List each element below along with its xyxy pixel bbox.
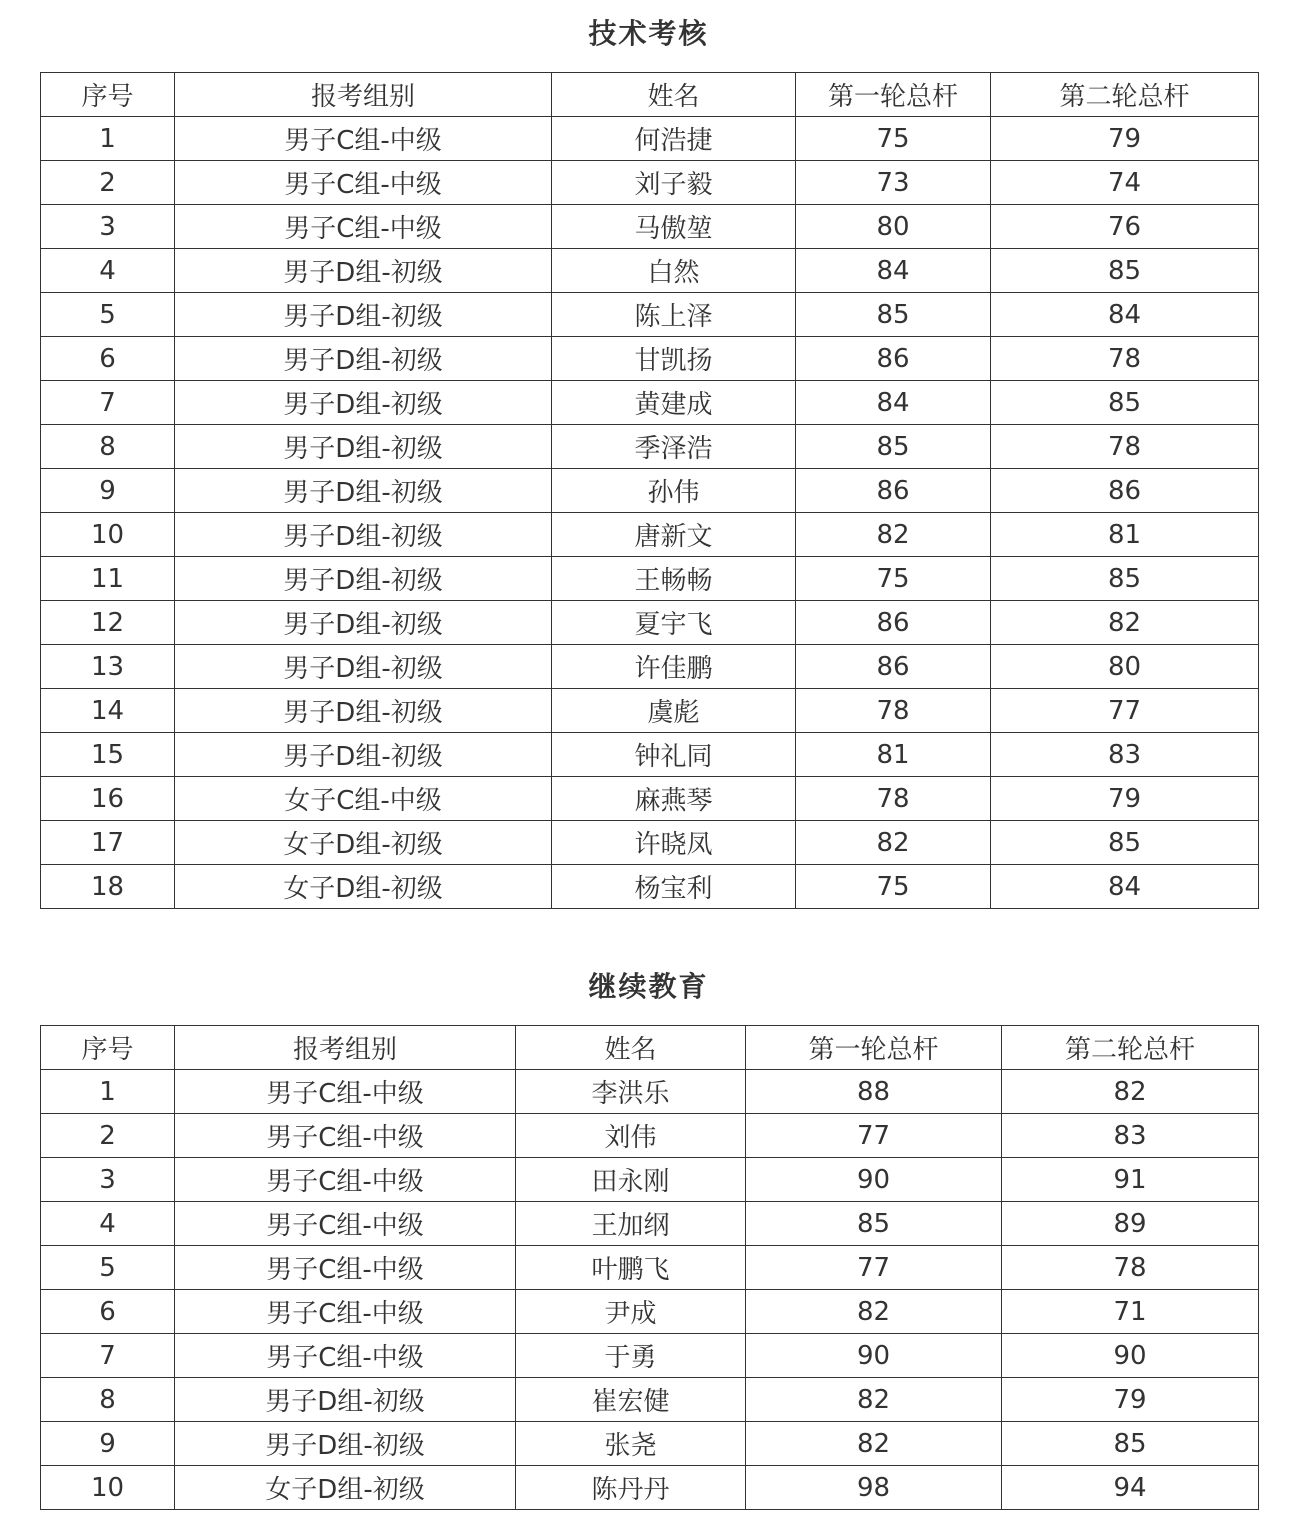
cell-exam-group: 男子C组-中级 [175,161,552,205]
cell-exam-group: 女子D组-初级 [175,1466,516,1510]
section-title-technical-assessment: 技术考核 [588,17,709,50]
cell-round-one-total: 82 [746,1422,1002,1466]
cell-round-one-total: 77 [746,1246,1002,1290]
cell-name: 王加纲 [516,1202,746,1246]
cell-round-one-total: 81 [796,733,991,777]
table-row [41,205,1259,249]
cell-round-two-total: 91 [1002,1158,1259,1202]
cell-round-one-total: 75 [796,557,991,601]
table-row [41,777,1259,821]
cell-round-two-total: 85 [1002,1422,1259,1466]
cell-exam-group: 男子D组-初级 [175,1422,516,1466]
header-row [41,1026,1259,1070]
cell-name: 孙伟 [552,469,796,513]
cell-name: 虞彪 [552,689,796,733]
cell-serial-number: 2 [41,161,175,205]
cell-name: 马傲堃 [552,205,796,249]
cell-exam-group: 男子D组-初级 [175,249,552,293]
cell-name: 钟礼同 [552,733,796,777]
cell-round-one-total: 85 [746,1202,1002,1246]
cell-name: 张尧 [516,1422,746,1466]
table-row [41,733,1259,777]
cell-name: 陈丹丹 [516,1466,746,1510]
cell-round-two-total: 84 [991,293,1259,337]
cell-round-one-total: 75 [796,117,991,161]
table-row [41,293,1259,337]
column-header-round-two-total: 第二轮总杆 [1002,1026,1259,1070]
cell-exam-group: 男子D组-初级 [175,1378,516,1422]
cell-name: 王畅畅 [552,557,796,601]
cell-round-two-total: 94 [1002,1466,1259,1510]
cell-serial-number: 12 [41,601,175,645]
cell-serial-number: 10 [41,513,175,557]
cell-name: 白然 [552,249,796,293]
table-row [41,161,1259,205]
column-header-serial-number: 序号 [41,1026,175,1070]
cell-round-two-total: 71 [1002,1290,1259,1334]
cell-serial-number: 9 [41,469,175,513]
table-row [41,337,1259,381]
cell-round-one-total: 84 [796,381,991,425]
cell-serial-number: 6 [41,337,175,381]
cell-exam-group: 男子D组-初级 [175,733,552,777]
table-header [41,73,1259,117]
table-row [41,1246,1259,1290]
column-header-round-one-total: 第一轮总杆 [746,1026,1002,1070]
table-row [41,117,1259,161]
continuing-education-table [40,1025,1259,1510]
cell-serial-number: 1 [41,117,175,161]
table-row [41,1202,1259,1246]
cell-round-one-total: 90 [746,1158,1002,1202]
cell-round-two-total: 82 [1002,1070,1259,1114]
cell-exam-group: 男子D组-初级 [175,337,552,381]
table-row [41,1466,1259,1510]
cell-round-one-total: 86 [796,337,991,381]
cell-serial-number: 3 [41,205,175,249]
cell-exam-group: 男子D组-初级 [175,469,552,513]
cell-round-one-total: 84 [796,249,991,293]
table-row [41,1290,1259,1334]
cell-round-one-total: 73 [796,161,991,205]
table-row [41,1158,1259,1202]
table-row [41,1422,1259,1466]
table-row [41,249,1259,293]
table-row [41,557,1259,601]
cell-name: 季泽浩 [552,425,796,469]
column-header-round-one-total: 第一轮总杆 [796,73,991,117]
cell-name: 黄建成 [552,381,796,425]
cell-exam-group: 男子D组-初级 [175,689,552,733]
cell-name: 刘子毅 [552,161,796,205]
cell-name: 许晓凤 [552,821,796,865]
cell-round-two-total: 80 [991,645,1259,689]
cell-round-two-total: 85 [991,249,1259,293]
cell-round-one-total: 90 [746,1334,1002,1378]
cell-round-two-total: 79 [991,777,1259,821]
cell-round-one-total: 85 [796,293,991,337]
table-row [41,821,1259,865]
cell-round-one-total: 75 [796,865,991,909]
cell-round-one-total: 77 [746,1114,1002,1158]
cell-serial-number: 4 [41,249,175,293]
cell-name: 崔宏健 [516,1378,746,1422]
cell-serial-number: 5 [41,1246,175,1290]
cell-round-one-total: 78 [796,777,991,821]
cell-round-one-total: 80 [796,205,991,249]
cell-serial-number: 18 [41,865,175,909]
cell-round-two-total: 76 [991,205,1259,249]
column-header-exam-group: 报考组别 [175,73,552,117]
cell-serial-number: 5 [41,293,175,337]
table-body [41,117,1259,909]
cell-exam-group: 男子D组-初级 [175,381,552,425]
cell-exam-group: 男子C组-中级 [175,1114,516,1158]
cell-exam-group: 男子C组-中级 [175,1070,516,1114]
cell-name: 唐新文 [552,513,796,557]
cell-exam-group: 男子C组-中级 [175,1290,516,1334]
cell-round-one-total: 82 [746,1290,1002,1334]
cell-name: 尹成 [516,1290,746,1334]
cell-serial-number: 15 [41,733,175,777]
column-header-name: 姓名 [516,1026,746,1070]
table-row [41,1070,1259,1114]
cell-round-two-total: 78 [991,337,1259,381]
cell-round-two-total: 81 [991,513,1259,557]
cell-round-two-total: 74 [991,161,1259,205]
table-row [41,601,1259,645]
cell-round-one-total: 88 [746,1070,1002,1114]
cell-round-two-total: 82 [991,601,1259,645]
cell-serial-number: 8 [41,425,175,469]
table-row [41,1334,1259,1378]
cell-exam-group: 男子C组-中级 [175,1158,516,1202]
cell-serial-number: 17 [41,821,175,865]
cell-round-two-total: 78 [991,425,1259,469]
cell-round-two-total: 77 [991,689,1259,733]
cell-exam-group: 男子C组-中级 [175,1246,516,1290]
cell-round-two-total: 90 [1002,1334,1259,1378]
cell-round-two-total: 78 [1002,1246,1259,1290]
cell-round-one-total: 86 [796,601,991,645]
cell-name: 于勇 [516,1334,746,1378]
cell-round-one-total: 82 [796,513,991,557]
cell-round-two-total: 79 [1002,1378,1259,1422]
cell-round-one-total: 78 [796,689,991,733]
cell-round-two-total: 83 [991,733,1259,777]
cell-round-two-total: 85 [991,821,1259,865]
cell-exam-group: 男子D组-初级 [175,645,552,689]
cell-serial-number: 10 [41,1466,175,1510]
cell-exam-group: 男子D组-初级 [175,513,552,557]
cell-name: 田永刚 [516,1158,746,1202]
cell-serial-number: 6 [41,1290,175,1334]
cell-round-two-total: 79 [991,117,1259,161]
cell-round-two-total: 83 [1002,1114,1259,1158]
header-row [41,73,1259,117]
cell-round-one-total: 82 [746,1378,1002,1422]
cell-round-one-total: 98 [746,1466,1002,1510]
table-row [41,645,1259,689]
table-header [41,1026,1259,1070]
table-row [41,689,1259,733]
cell-serial-number: 8 [41,1378,175,1422]
column-header-name: 姓名 [552,73,796,117]
cell-name: 杨宝利 [552,865,796,909]
cell-serial-number: 14 [41,689,175,733]
cell-exam-group: 女子D组-初级 [175,821,552,865]
cell-name: 叶鹏飞 [516,1246,746,1290]
section-title-continuing-education: 继续教育 [588,970,709,1003]
table-row [41,469,1259,513]
table-row [41,513,1259,557]
cell-serial-number: 3 [41,1158,175,1202]
cell-round-one-total: 86 [796,645,991,689]
cell-round-two-total: 84 [991,865,1259,909]
cell-exam-group: 男子D组-初级 [175,557,552,601]
technical-assessment-table [40,72,1259,909]
table-row [41,425,1259,469]
cell-round-two-total: 86 [991,469,1259,513]
table-row [41,381,1259,425]
cell-name: 李洪乐 [516,1070,746,1114]
cell-exam-group: 男子C组-中级 [175,1334,516,1378]
cell-name: 许佳鹏 [552,645,796,689]
cell-round-two-total: 85 [991,557,1259,601]
cell-serial-number: 4 [41,1202,175,1246]
table-body [41,1070,1259,1510]
cell-name: 麻燕琴 [552,777,796,821]
cell-name: 何浩捷 [552,117,796,161]
cell-serial-number: 7 [41,1334,175,1378]
cell-name: 夏宇飞 [552,601,796,645]
cell-serial-number: 13 [41,645,175,689]
cell-serial-number: 11 [41,557,175,601]
cell-exam-group: 男子D组-初级 [175,293,552,337]
cell-round-one-total: 86 [796,469,991,513]
cell-serial-number: 9 [41,1422,175,1466]
cell-exam-group: 男子C组-中级 [175,205,552,249]
cell-exam-group: 男子C组-中级 [175,117,552,161]
cell-exam-group: 男子D组-初级 [175,601,552,645]
cell-round-one-total: 85 [796,425,991,469]
cell-serial-number: 7 [41,381,175,425]
table-row [41,1114,1259,1158]
cell-serial-number: 2 [41,1114,175,1158]
cell-exam-group: 男子C组-中级 [175,1202,516,1246]
column-header-serial-number: 序号 [41,73,175,117]
cell-round-two-total: 85 [991,381,1259,425]
cell-exam-group: 男子D组-初级 [175,425,552,469]
cell-exam-group: 女子C组-中级 [175,777,552,821]
cell-round-two-total: 89 [1002,1202,1259,1246]
cell-round-one-total: 82 [796,821,991,865]
cell-name: 陈上泽 [552,293,796,337]
cell-exam-group: 女子D组-初级 [175,865,552,909]
column-header-exam-group: 报考组别 [175,1026,516,1070]
cell-serial-number: 16 [41,777,175,821]
table-row [41,1378,1259,1422]
cell-name: 甘凯扬 [552,337,796,381]
table-row [41,865,1259,909]
cell-name: 刘伟 [516,1114,746,1158]
cell-serial-number: 1 [41,1070,175,1114]
column-header-round-two-total: 第二轮总杆 [991,73,1259,117]
